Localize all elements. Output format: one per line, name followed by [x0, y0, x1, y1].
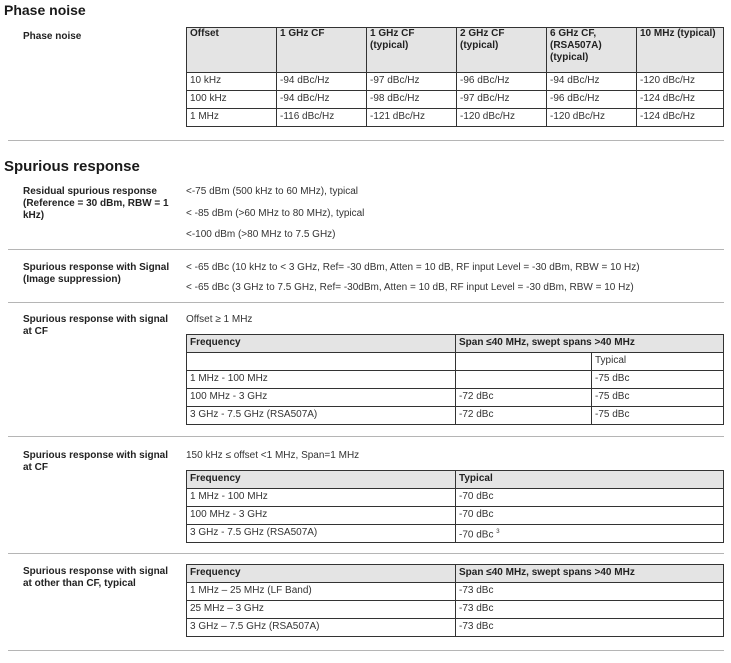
col-header: Frequency	[187, 471, 456, 489]
col-header: Typical	[456, 471, 724, 489]
table-cell	[456, 525, 724, 543]
table-cell: -75 dBc	[592, 371, 724, 389]
table-cell: 1 MHz – 25 MHz (LF Band)	[187, 583, 456, 601]
table-cell: -124 dBc/Hz	[637, 109, 724, 127]
table-cell: 100 MHz - 3 GHz	[187, 507, 456, 525]
table-cell: -124 dBc/Hz	[637, 91, 724, 109]
row-label-image-suppression: Spurious response with Signal (Image suppression)	[23, 262, 170, 285]
table-cell: -94 dBc/Hz	[547, 73, 637, 91]
divider	[8, 249, 724, 250]
table-header-row	[187, 565, 724, 583]
spec-line: < -65 dBc (3 GHz to 7.5 GHz, Ref= -30dBm, Atten = 10 dB, RF input Level = -30 dBm, RBW = 10 Hz)	[186, 282, 634, 293]
table-cell: -121 dBc/Hz	[367, 109, 457, 127]
table-header-row	[187, 471, 724, 489]
row-label-phase-noise: Phase noise	[23, 31, 82, 42]
table-row	[187, 507, 724, 525]
spec-line: < -65 dBc (10 kHz to < 3 GHz, Ref= -30 dBm, Atten = 10 dB, RF input Level = -30 dBm, RBW = 10 Hz)	[186, 262, 640, 273]
table-row	[187, 583, 724, 601]
table-row	[187, 91, 724, 109]
table-cell: 1 MHz - 100 MHz	[187, 371, 456, 389]
table-cell: 3 GHz - 7.5 GHz (RSA507A)	[187, 525, 456, 543]
table-cell: -73 dBc	[456, 619, 724, 637]
spurious-cf-table	[186, 334, 724, 425]
table-cell: 100 kHz	[187, 91, 277, 109]
col-header: 1 GHz CF (typical)	[367, 28, 457, 73]
col-header: 6 GHz CF, (RSA507A) (typical)	[547, 28, 637, 73]
col-header: Span ≤40 MHz, swept spans >40 MHz	[456, 335, 724, 353]
table-row	[187, 525, 724, 543]
table-cell: -97 dBc/Hz	[367, 73, 457, 91]
table-cell: -96 dBc/Hz	[547, 91, 637, 109]
table-cell: -75 dBc	[592, 407, 724, 425]
table-header-row	[187, 28, 724, 73]
table-row	[187, 489, 724, 507]
table-cell: 25 MHz – 3 GHz	[187, 601, 456, 619]
table-cell: 1 MHz	[187, 109, 277, 127]
section-title-phase-noise: Phase noise	[4, 2, 86, 18]
table-row	[187, 73, 724, 91]
divider	[8, 140, 724, 141]
col-header: Frequency	[187, 565, 456, 583]
table-row	[187, 389, 724, 407]
cell-value: -70 dBc	[459, 529, 494, 541]
table-cell	[456, 371, 592, 389]
row-label-spurious-cf: Spurious response with signal at CF	[23, 314, 169, 337]
table-cell	[456, 353, 592, 371]
spurious-cf-near-table	[186, 470, 724, 543]
row-label-spurious-cf-near: Spurious response with signal at CF	[23, 450, 169, 473]
table-cell: -70 dBc	[456, 507, 724, 525]
table-cell: -73 dBc	[456, 601, 724, 619]
phase-noise-table	[186, 27, 724, 127]
table-cell	[187, 353, 456, 371]
table-cell: -98 dBc/Hz	[367, 91, 457, 109]
table-cell: -94 dBc/Hz	[277, 73, 367, 91]
col-header: Offset	[187, 28, 277, 73]
table-header-row	[187, 335, 724, 353]
table-cell: -96 dBc/Hz	[457, 73, 547, 91]
section-title-spurious-response: Spurious response	[4, 158, 140, 175]
row-label-residual-spurious: Residual spurious response (Reference = 30 dBm, RBW = 1 kHz)	[23, 186, 169, 221]
divider	[8, 650, 724, 651]
col-header: 2 GHz CF (typical)	[457, 28, 547, 73]
table-cell: -120 dBc/Hz	[637, 73, 724, 91]
table-row	[187, 407, 724, 425]
table-row	[187, 601, 724, 619]
table-cell: -70 dBc	[456, 489, 724, 507]
divider	[8, 436, 724, 437]
row-label-spurious-other: Spurious response with signal at other than CF, typical	[23, 566, 169, 589]
table-cell: -120 dBc/Hz	[547, 109, 637, 127]
table-subheader: Typical	[592, 353, 724, 371]
table-row	[187, 109, 724, 127]
table-cell: -75 dBc	[592, 389, 724, 407]
col-header: 1 GHz CF	[277, 28, 367, 73]
table-cell: 1 MHz - 100 MHz	[187, 489, 456, 507]
divider	[8, 302, 724, 303]
footnote-marker: 3	[496, 529, 500, 535]
table-cell: 3 GHz - 7.5 GHz (RSA507A)	[187, 407, 456, 425]
table-cell: 10 kHz	[187, 73, 277, 91]
table-cell: 3 GHz – 7.5 GHz (RSA507A)	[187, 619, 456, 637]
table-cell: -73 dBc	[456, 583, 724, 601]
spec-line: <-100 dBm (>80 MHz to 7.5 GHz)	[186, 229, 336, 240]
table-cell: -120 dBc/Hz	[457, 109, 547, 127]
table-row	[187, 353, 724, 371]
spec-line: <-75 dBm (500 kHz to 60 MHz), typical	[186, 186, 359, 197]
spec-note: Offset ≥ 1 MHz	[186, 314, 253, 325]
table-cell: 100 MHz - 3 GHz	[187, 389, 456, 407]
spurious-other-table	[186, 564, 724, 637]
table-row	[187, 371, 724, 389]
col-header: Span ≤40 MHz, swept spans >40 MHz	[456, 565, 724, 583]
spec-note: 150 kHz ≤ offset <1 MHz, Span=1 MHz	[186, 450, 360, 461]
table-row	[187, 619, 724, 637]
table-cell: -94 dBc/Hz	[277, 91, 367, 109]
col-header: 10 MHz (typical)	[637, 28, 724, 73]
table-cell: -97 dBc/Hz	[457, 91, 547, 109]
spec-line: < -85 dBm (>60 MHz to 80 MHz), typical	[186, 208, 365, 219]
table-cell: -72 dBc	[456, 389, 592, 407]
col-header: Frequency	[187, 335, 456, 353]
divider	[8, 553, 724, 554]
table-cell: -72 dBc	[456, 407, 592, 425]
table-cell: -116 dBc/Hz	[277, 109, 367, 127]
